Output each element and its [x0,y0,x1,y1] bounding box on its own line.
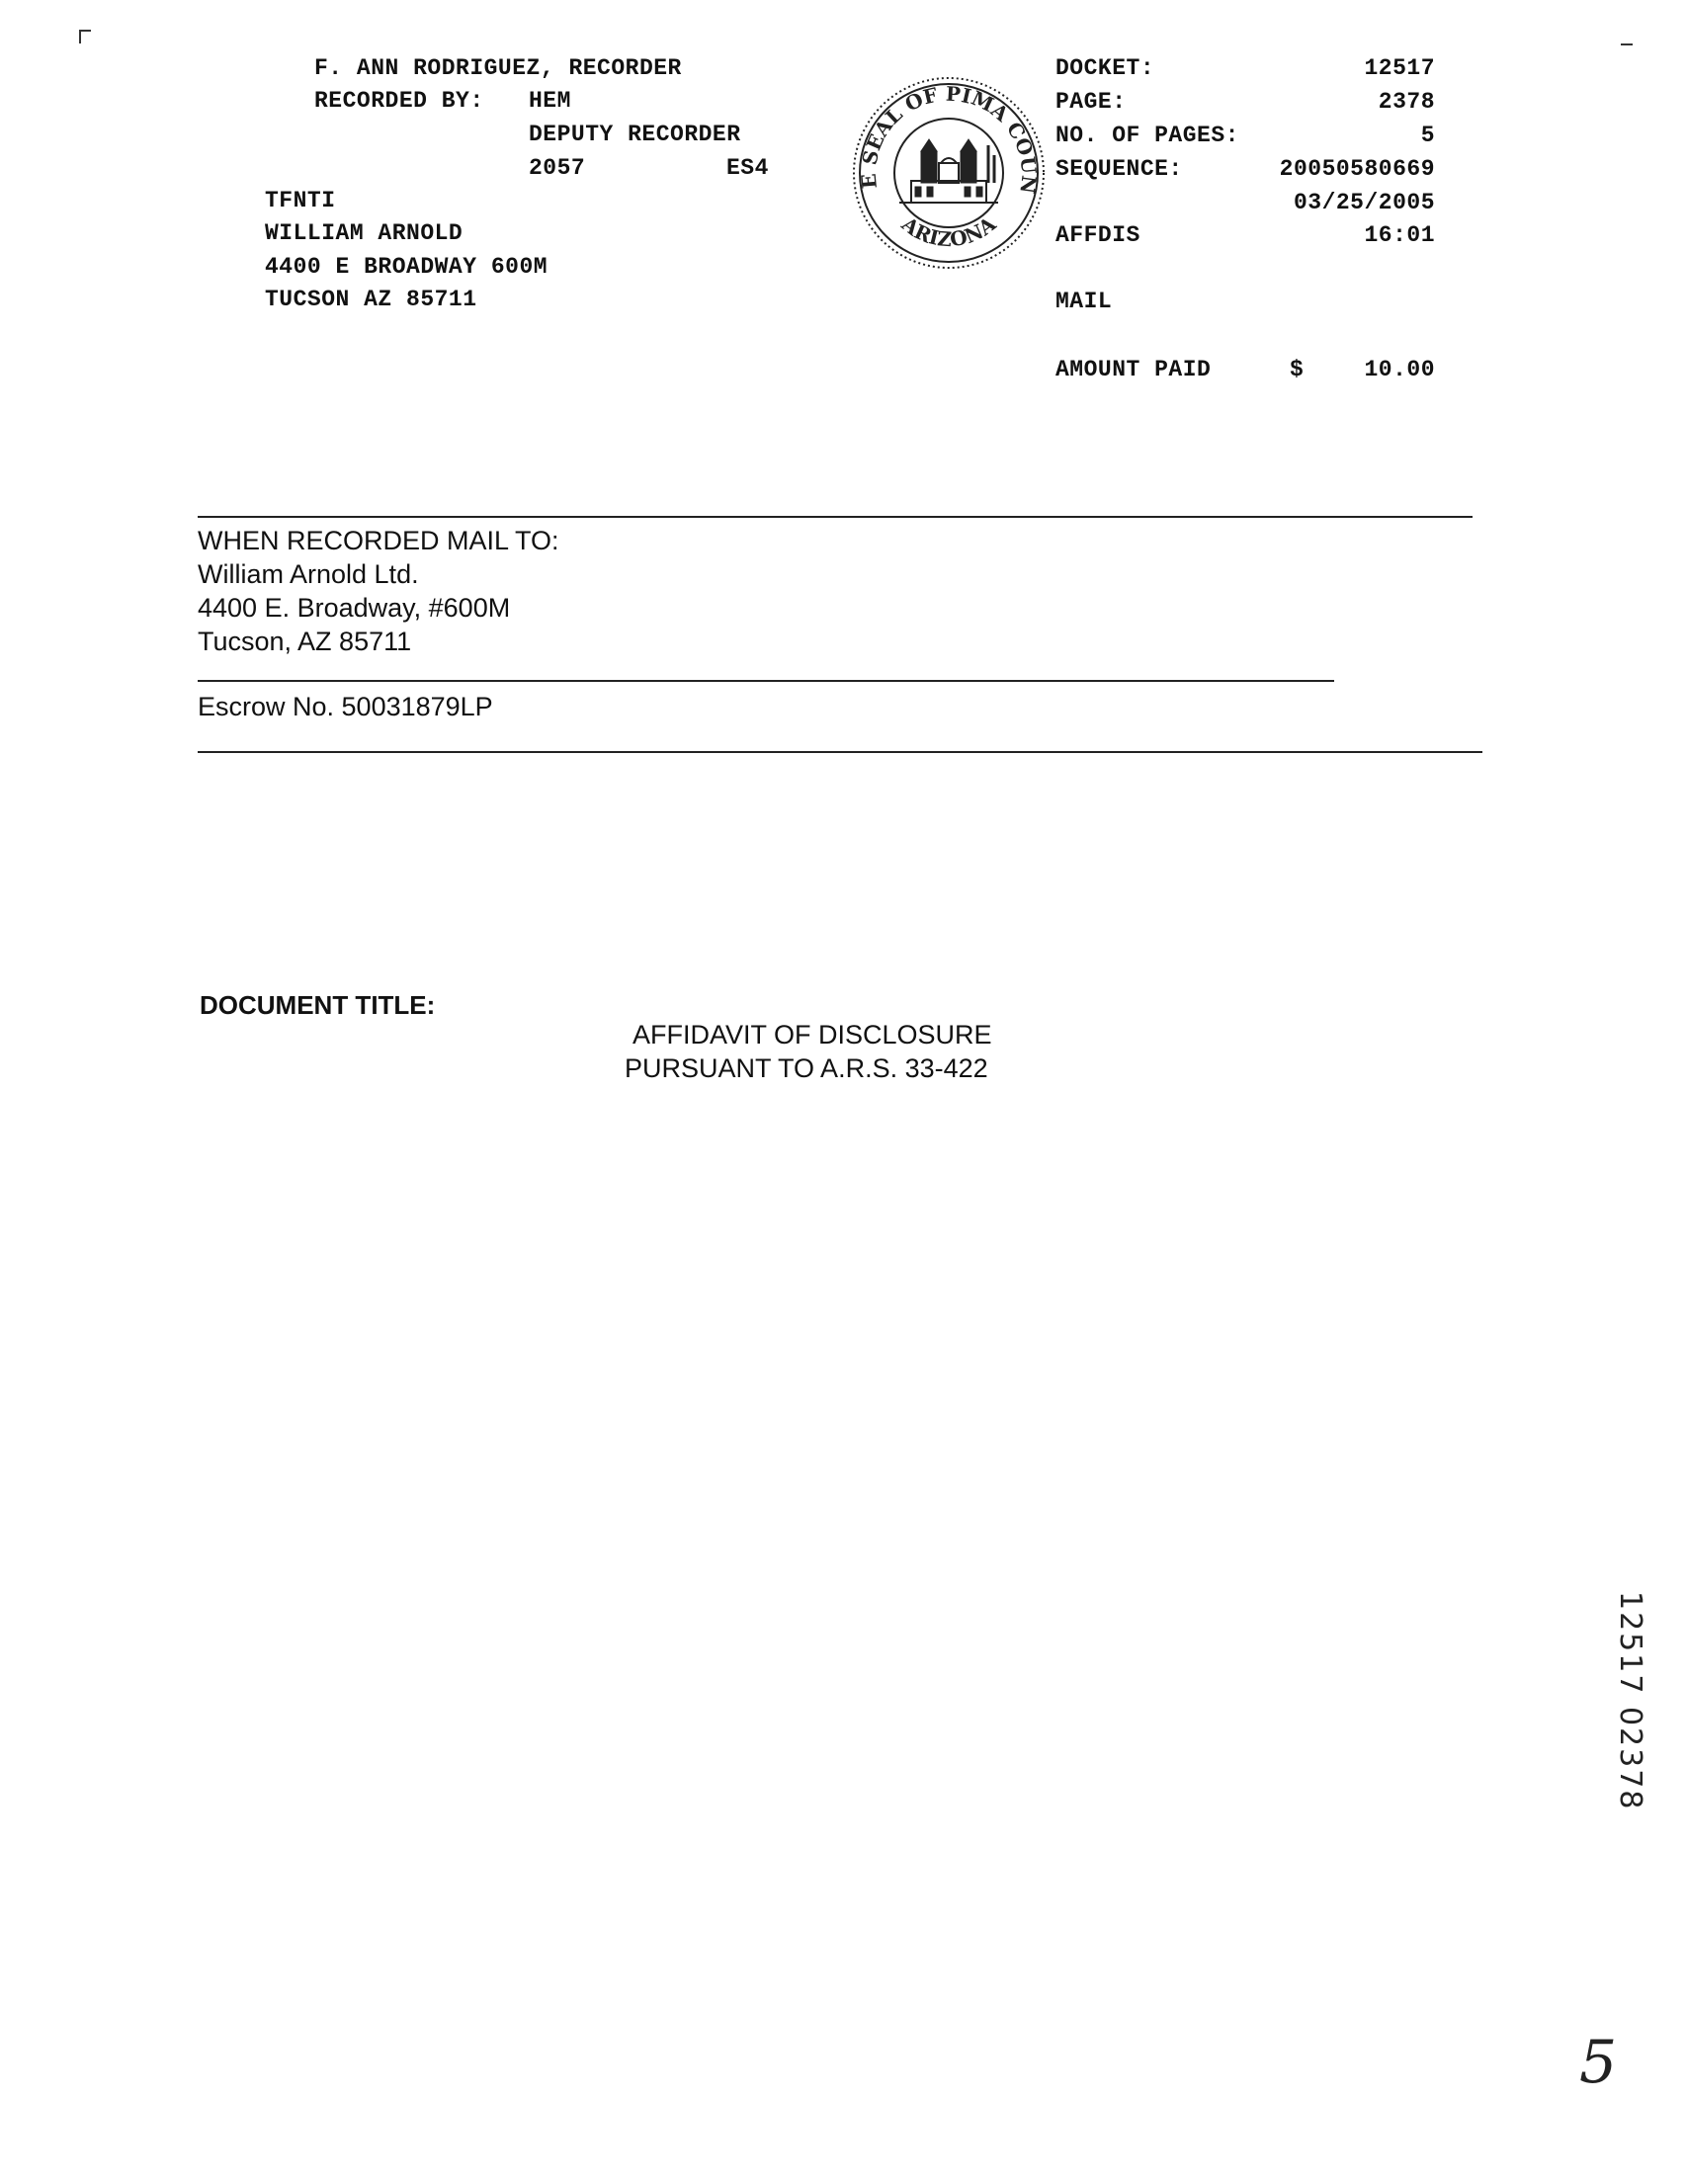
document-title-label: DOCUMENT TITLE: [200,990,436,1020]
pages-label: NO. OF PAGES: [1055,123,1239,148]
scan-mark [1621,43,1633,45]
docket-label: DOCKET: [1055,55,1155,81]
party-line: TFNTI [265,188,336,213]
amount-value: 10.00 [1364,357,1435,382]
mail-to-line: 4400 E. Broadway, #600M [198,593,511,623]
escrow-number: Escrow No. 50031879LP [198,692,493,721]
handwritten-page-mark: 5 [1579,2028,1618,2097]
station-code: ES4 [726,155,769,181]
pages-value: 5 [1420,123,1435,148]
svg-text:ARIZONA [896,211,1000,251]
mail-to-heading: WHEN RECORDED MAIL TO: [198,526,559,555]
recorder-name: F. ANN RODRIGUEZ, RECORDER [314,55,682,81]
page-value: 2378 [1378,89,1435,115]
document-type: AFFDIS [1055,222,1140,248]
seal-top-text: E SEAL OF PIMA COUN [856,81,1042,196]
mail-to-line: Tucson, AZ 85711 [198,627,412,656]
docket-value: 12517 [1364,55,1435,81]
divider [198,751,1482,753]
sequence-label: SEQUENCE: [1055,156,1183,182]
document-title-line: AFFIDAVIT OF DISCLOSURE [632,1020,992,1050]
seal-bottom-text: ARIZONA [896,211,1001,252]
mail-to-line: William Arnold Ltd. [198,559,419,589]
divider [198,680,1334,682]
svg-text:THE SEAL OF PIMA COUNTY [850,74,1041,195]
recorded-by-value: HEM [529,88,571,114]
county-seal [850,74,1048,272]
deputy-recorder: DEPUTY RECORDER [529,122,741,147]
page-label: PAGE: [1055,89,1127,115]
amount-label: AMOUNT PAID [1055,357,1212,382]
scan-mark [79,30,81,43]
margin-stamp: 12517 02378 [1613,1591,1647,1811]
record-time: 16:01 [1364,222,1435,248]
sequence-value: 20050580669 [1279,156,1435,182]
party-line: 4400 E BROADWAY 600M [265,254,548,280]
seal-icon [850,74,1048,272]
divider [198,516,1473,518]
party-line: TUCSON AZ 85711 [265,287,477,312]
recorder-code: 2057 [529,155,586,181]
amount-currency: $ [1290,357,1305,382]
document-title-line: PURSUANT TO A.R.S. 33-422 [625,1053,988,1083]
scan-mark [79,30,91,32]
recorded-by-label: RECORDED BY: [314,88,484,114]
delivery-method: MAIL [1055,289,1113,314]
party-line: WILLIAM ARNOLD [265,220,464,246]
record-date: 03/25/2005 [1293,190,1435,215]
